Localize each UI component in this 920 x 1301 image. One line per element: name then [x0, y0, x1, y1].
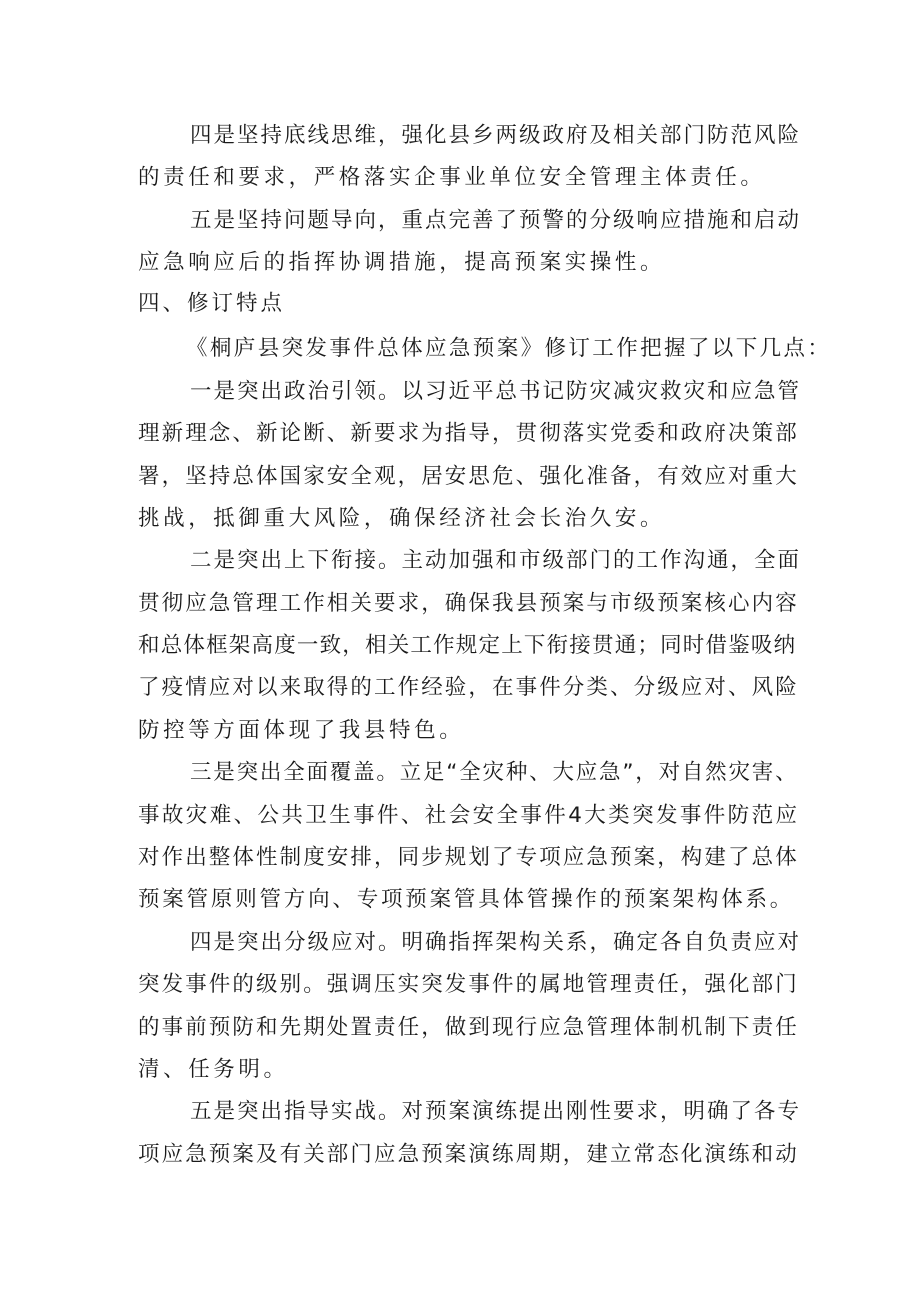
text-line-4: 应急响应后的指挥协调措施，提高预案实操性。 [138, 250, 666, 275]
text-line-21: 突发事件的级别。强调压实突发事件的属地管理责任，强化部门 [138, 972, 799, 997]
text-line-19: 预案管原则管方向、专项预案管具体管操作的预案架构体系。 [138, 887, 795, 912]
text-line-8: 理新理念、新论断、新要求为指导，贯彻落实党委和政府决策部 [138, 421, 799, 446]
text-line-12: 贯彻应急管理工作相关要求，确保我县预案与市级预案核心内容 [138, 591, 799, 616]
text-line-22: 的事前预防和先期处置责任，做到现行应急管理体制机制下责任 [138, 1015, 799, 1040]
text-line-3: 五是坚持问题导向，重点完善了预警的分级响应措施和启动 [190, 208, 802, 233]
text-line-17: 事故灾难、公共卫生事件、社会安全事件4大类突发事件防范应 [138, 803, 800, 828]
section-heading: 四、修订特点 [138, 291, 286, 316]
text-line-7: 一是突出政治引领。以习近平总书记防灾减灾救灾和应急管 [190, 379, 802, 404]
text-line-16: 三是突出全面覆盖。立足“全灾种、大应急”，对自然灾害、 [190, 760, 799, 785]
text-line-10: 挑战，抵御重大风险，确保经济社会长治久安。 [138, 506, 666, 531]
text-line-20: 四是突出分级应对。明确指挥架构关系，确定各自负责应对 [190, 930, 802, 955]
text-line-1: 四是坚持底线思维，强化县乡两级政府及相关部门防范风险 [190, 123, 802, 148]
text-line-23: 清、任务明。 [138, 1057, 289, 1082]
text-line-13: 和总体框架高度一致，相关工作规定上下衔接贯通；同时借鉴吸纳 [138, 633, 797, 658]
text-line-18: 对作出整体性制度安排，同步规划了专项应急预案，构建了总体 [138, 845, 799, 870]
text-line-6: 《桐庐县突发事件总体应急预案》修订工作把握了以下几点： [186, 336, 832, 361]
text-line-25: 项应急预案及有关部门应急预案演练周期，建立常态化演练和动 [138, 1142, 799, 1167]
text-line-14: 了疫情应对以来取得的工作经验，在事件分类、分级应对、风险 [138, 675, 799, 700]
text-line-2: 的责任和要求，严格落实企事业单位安全管理主体责任。 [138, 165, 766, 190]
text-line-11: 二是突出上下衔接。主动加强和市级部门的工作沟通，全面 [190, 548, 802, 573]
text-line-9: 署，坚持总体国家安全观，居安思危、强化准备，有效应对重大 [138, 464, 799, 489]
text-line-15: 防控等方面体现了我县特色。 [138, 718, 465, 743]
text-line-24: 五是突出指导实战。对预案演练提出刚性要求，明确了各专 [190, 1099, 802, 1124]
